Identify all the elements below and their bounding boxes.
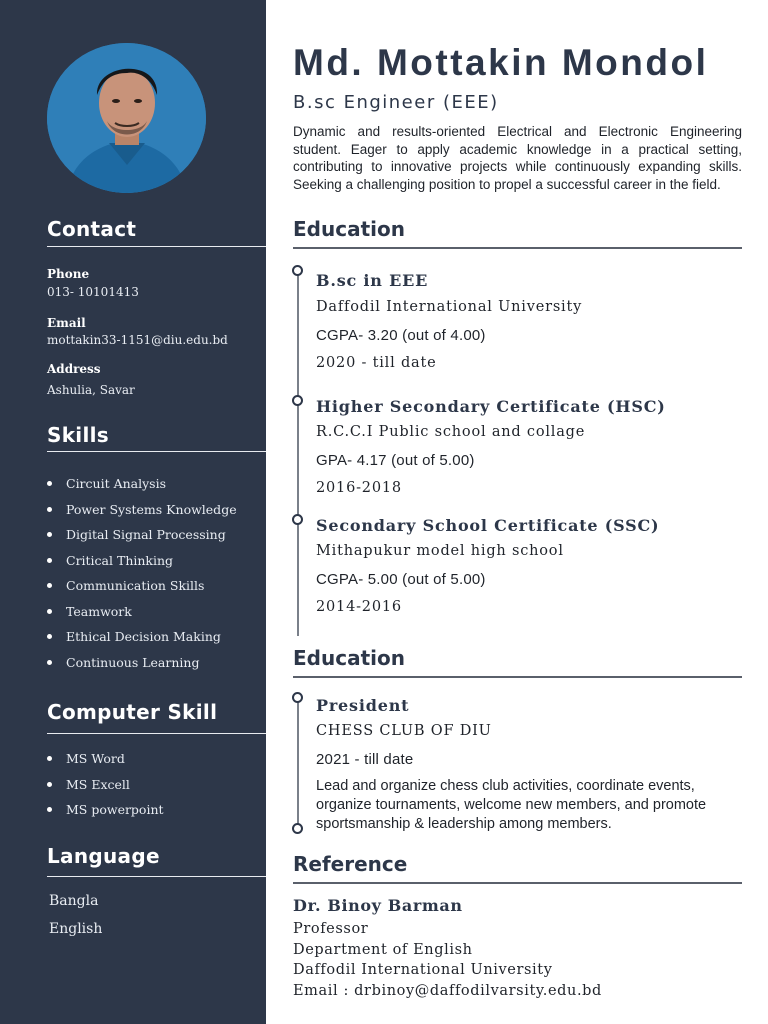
reference-email: Email : drbinoy@daffodilvarsity.edu.bd [293,983,602,999]
language-item: English [49,921,103,937]
computer-skill-item: MS Word [47,750,164,776]
education-period: 2020 - till date [316,355,437,371]
reference-divider [293,882,742,884]
skills-list [47,475,237,679]
email-label: Email [47,316,86,330]
skill-item: Circuit Analysis [47,475,237,501]
education-title: B.sc in EEE [316,271,429,290]
activity-organization: CHESS CLUB OF DIU [316,723,492,739]
education-institution: Daffodil International University [316,299,583,315]
education-grade: CGPA- 3.20 (out of 4.00) [316,327,486,344]
skills-divider [47,451,266,452]
phone-value: 013- 10101413 [47,285,139,299]
reference-name: Dr. Binoy Barman [293,896,463,915]
education-title: Secondary School Certificate (SSC) [316,516,660,535]
language-heading: Language [47,844,160,868]
address-value: Ashulia, Savar [47,383,135,397]
language-divider [47,876,266,877]
timeline-dot-icon [292,692,303,703]
activities-timeline [297,699,299,827]
education-institution: R.C.C.I Public school and collage [316,424,586,440]
education-timeline [297,270,299,636]
timeline-dot-icon [292,823,303,834]
language-item: Bangla [49,893,99,909]
skill-item: Power Systems Knowledge [47,501,237,527]
skill-item: Continuous Learning [47,654,237,680]
education-grade: GPA- 4.17 (out of 5.00) [316,452,475,469]
person-portrait-icon [47,43,206,193]
education-grade: CGPA- 5.00 (out of 5.00) [316,571,486,588]
activity-period: 2021 - till date [316,751,414,768]
email-value: mottakin33-1151@diu.edu.bd [47,333,228,347]
timeline-dot-icon [292,395,303,406]
computer-skill-item: MS powerpoint [47,801,164,827]
profile-photo [47,43,206,193]
computer-skill-heading: Computer Skill [47,700,218,724]
activities-heading: Education [293,646,405,670]
reference-heading: Reference [293,852,408,876]
skill-item: Digital Signal Processing [47,526,237,552]
activity-description: Lead and organize chess club activities, coordinate events, organize tournaments, welcome new members, and promote sportsmanship & leadership among members. [316,778,707,832]
education-period: 2014-2016 [316,599,402,615]
profile-summary: Dynamic and results-oriented Electrical and Electronic Engineering student. Eager to apply academic knowledge in a practical setting, contributing to innovative projects while continuously expanding skills. Seeking a challenging position to propel a successful career in the field. [293,124,742,192]
education-divider [293,247,742,249]
candidate-name: Md. Mottakin Mondol [293,42,709,83]
contact-divider [47,246,266,247]
timeline-dot-icon [292,265,303,276]
phone-label: Phone [47,267,90,281]
skill-item: Communication Skills [47,577,237,603]
address-label: Address [47,362,101,376]
reference-title: Professor [293,921,369,937]
skill-item: Teamwork [47,603,237,629]
candidate-role: B.sc Engineer (EEE) [293,92,499,113]
timeline-dot-icon [292,514,303,525]
skill-item: Critical Thinking [47,552,237,578]
education-period: 2016-2018 [316,480,402,496]
computer-skill-list [47,750,164,827]
education-title: Higher Secondary Certificate (HSC) [316,397,666,416]
skills-heading: Skills [47,423,109,447]
activities-divider [293,676,742,678]
sidebar [0,0,266,1024]
computer-skill-item: MS Excell [47,776,164,802]
computer-skill-divider [47,733,266,734]
skill-item: Ethical Decision Making [47,628,237,654]
reference-university: Daffodil International University [293,962,553,978]
contact-heading: Contact [47,217,137,241]
reference-department: Department of English [293,942,473,958]
education-heading: Education [293,217,405,241]
education-institution: Mithapukur model high school [316,543,564,559]
activity-title: President [316,696,410,715]
